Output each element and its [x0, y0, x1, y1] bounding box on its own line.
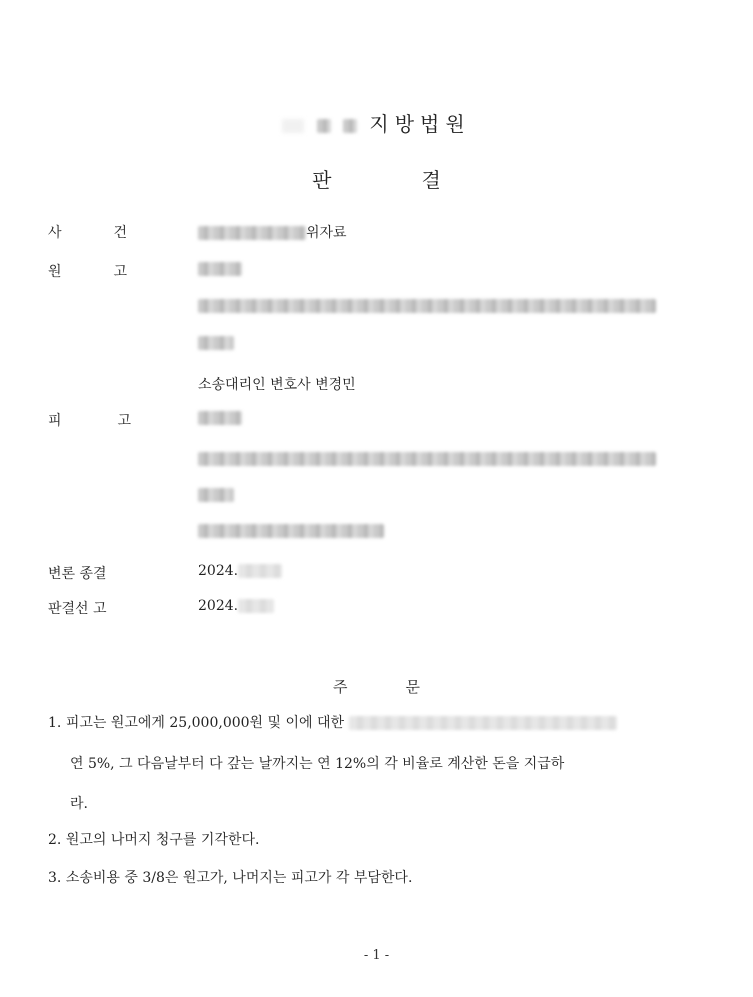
- document-title: [0, 164, 753, 193]
- order-item-2-text: 원고의 나머지 청구를 기각한다.: [65, 832, 260, 848]
- order-item-3-number: 3.: [48, 870, 62, 886]
- order-heading-right: 문: [405, 678, 420, 696]
- redacted-defendant-name: [198, 411, 242, 425]
- redacted-court-prefix-b: [317, 119, 331, 133]
- defendant-representative: [198, 523, 384, 539]
- judgment-pronounced-year: 2024.: [198, 598, 239, 614]
- page-number: - 1 -: [363, 948, 390, 963]
- order-heading: [0, 676, 753, 697]
- plaintiff-counsel: 소송대리인 변호사 변경민: [198, 377, 356, 393]
- redacted-plaintiff-name: [198, 262, 242, 276]
- plaintiff-label-text: 원고: [48, 264, 180, 280]
- title-char-left: 판: [312, 168, 332, 192]
- defendant-name: [198, 410, 242, 426]
- order-item-3-text: 소송비용 중 3/8은 원고가, 나머지는 피고가 각 부담한다.: [65, 870, 413, 886]
- redacted-interest-period: [349, 716, 617, 730]
- plaintiff-address-line1: [198, 298, 656, 314]
- case-label-text: 사건: [48, 225, 180, 241]
- case-type: 위자료: [306, 225, 347, 241]
- plaintiff-label: [48, 261, 179, 281]
- redacted-defendant-address: [198, 452, 656, 466]
- order-item-2: [48, 829, 259, 849]
- redacted-court-prefix-a: [282, 119, 304, 133]
- judgment-pronounced-date: [198, 598, 274, 614]
- order-item-1-number: 1.: [48, 715, 62, 731]
- plaintiff-name: [198, 261, 242, 277]
- title-char-right: 결: [421, 168, 441, 192]
- court-name-suffix: 지방법원: [369, 112, 471, 136]
- redacted-case-number: [198, 226, 306, 240]
- court-name: [0, 108, 753, 137]
- order-heading-left: 주: [333, 678, 348, 696]
- redacted-plaintiff-address: [198, 299, 656, 313]
- redacted-court-prefix-c: [343, 119, 357, 133]
- defendant-label: [48, 410, 187, 430]
- redacted-argument-closed-date: [238, 564, 282, 578]
- redacted-defendant-address-2: [198, 488, 234, 502]
- order-item-1-line2: 연 5%, 그 다음날부터 다 갚는 날까지는 연 12%의 각 비율로 계산한 돈을 지급하: [70, 756, 565, 772]
- argument-closed-label: 변론 종결: [48, 566, 107, 582]
- order-item-1-line1: [48, 712, 617, 732]
- redacted-defendant-representative: [198, 524, 384, 538]
- redacted-judgment-date: [238, 599, 274, 613]
- defendant-address-line1: [198, 451, 656, 467]
- plaintiff-address-line2: [198, 335, 234, 351]
- defendant-label-text: 피고: [48, 413, 188, 429]
- judgment-pronounced-label: 판결선 고: [48, 601, 107, 617]
- case-label: [48, 222, 179, 242]
- argument-closed-date: [198, 563, 282, 579]
- order-item-1-line3: 라.: [70, 796, 88, 812]
- order-item-2-number: 2.: [48, 832, 62, 848]
- case-value: [198, 222, 347, 242]
- argument-closed-year: 2024.: [198, 563, 239, 579]
- order-item-1-text: 피고는 원고에게 25,000,000원 및 이에 대한: [65, 715, 345, 731]
- defendant-address-line2: [198, 487, 234, 503]
- order-item-3: [48, 867, 412, 887]
- redacted-plaintiff-address-2: [198, 336, 234, 350]
